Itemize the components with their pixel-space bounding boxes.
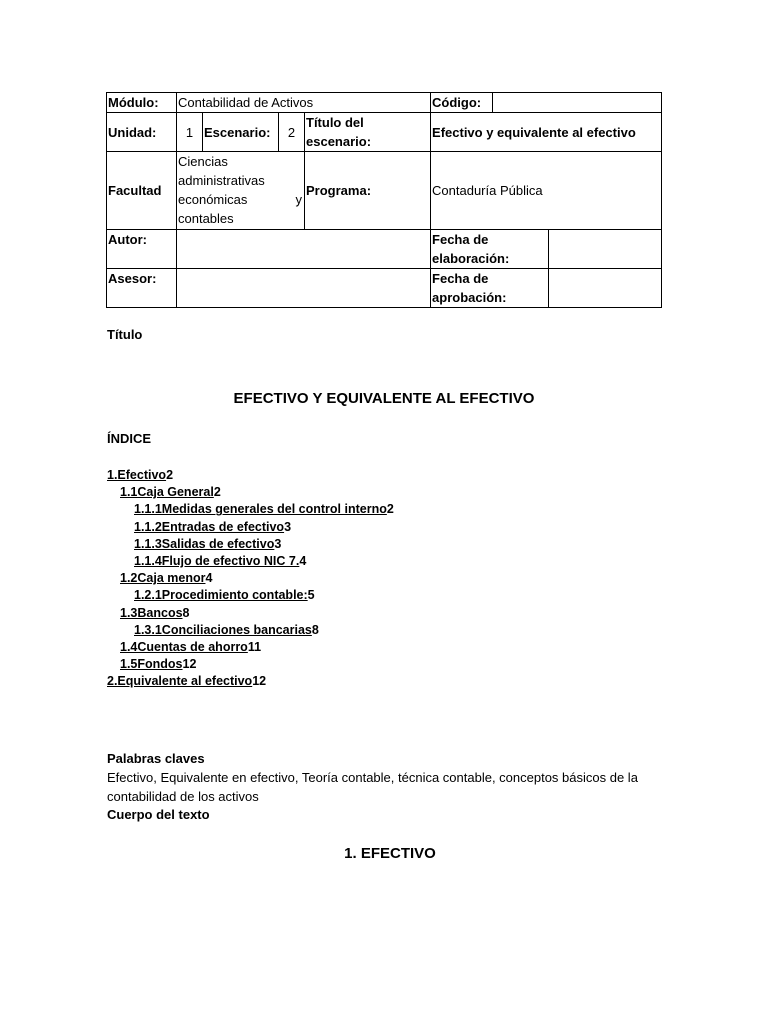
fecha-aprobacion-value <box>549 269 662 308</box>
toc-entry-link[interactable]: 1.Efectivo <box>107 468 167 482</box>
document-title: EFECTIVO Y EQUIVALENTE AL EFECTIVO <box>233 390 535 407</box>
fecha-aprobacion-label: Fecha de aprobación: <box>431 269 549 308</box>
titulo-escenario-label: Título del escenario: <box>305 113 431 152</box>
facultad-value-text: Ciencias administrativas económicas <box>178 154 265 207</box>
toc-entry-link[interactable]: 1.2.1Procedimiento contable: <box>134 588 308 603</box>
keywords-section <box>107 749 667 806</box>
toc-entry[interactable] <box>107 673 667 690</box>
toc-entry-link[interactable]: 1.1.1Medidas generales del control interno <box>134 502 387 517</box>
facultad-label: Facultad <box>107 152 177 230</box>
modulo-value: Contabilidad de Activos <box>177 93 431 113</box>
section-heading: 1. EFECTIVO <box>344 845 436 862</box>
toc-entry-page: 11 <box>247 640 262 655</box>
toc-entry[interactable] <box>107 605 667 622</box>
toc-entry[interactable] <box>107 553 667 570</box>
toc-entry[interactable] <box>107 536 667 553</box>
toc-entry[interactable] <box>107 622 667 639</box>
fecha-elaboracion-value <box>549 230 662 269</box>
codigo-value <box>493 93 662 113</box>
toc-entry-page: 12 <box>182 657 197 672</box>
toc-entry-link[interactable]: 1.4Cuentas de ahorro <box>120 640 248 655</box>
toc-entry-page: 12 <box>252 674 267 689</box>
toc-entry[interactable] <box>107 501 667 518</box>
toc-entry-page: 8 <box>311 622 319 637</box>
toc-entry[interactable] <box>107 656 667 673</box>
toc-entry-link[interactable]: 2.Equivalente al efectivo <box>107 674 253 689</box>
toc-entry-link[interactable]: 1.3Bancos <box>120 605 183 620</box>
toc-entry-link[interactable]: 1.1.2Entradas de efectivo <box>134 519 285 534</box>
header-info-table <box>106 92 662 308</box>
codigo-label: Código: <box>431 93 493 113</box>
table-of-contents <box>107 467 667 691</box>
toc-entry-link[interactable]: 1.1.3Salidas de efectivo <box>134 536 275 551</box>
toc-entry-page: 2 <box>213 485 221 500</box>
titulo-escenario-value: Efectivo y equivalente al efectivo <box>431 113 662 152</box>
autor-label: Autor: <box>107 230 177 269</box>
unidad-value: 1 <box>177 113 203 152</box>
toc-entry-link[interactable]: 1.2Caja menor <box>120 571 206 586</box>
toc-entry-link[interactable]: 1.1.4Flujo de efectivo NIC 7. <box>134 554 300 569</box>
toc-entry-page: 4 <box>205 571 213 586</box>
toc-entry-page: 4 <box>299 554 307 569</box>
cuerpo-label: Cuerpo del texto <box>107 807 210 822</box>
toc-entry[interactable] <box>107 570 667 587</box>
toc-entry[interactable] <box>107 519 667 536</box>
escenario-value: 2 <box>279 113 305 152</box>
escenario-label: Escenario: <box>203 113 279 152</box>
unidad-label: Unidad: <box>107 113 177 152</box>
palabras-claves-label: Palabras claves <box>107 751 205 766</box>
indice-label: ÍNDICE <box>107 431 152 446</box>
toc-entry-page: 2 <box>386 502 394 517</box>
facultad-value <box>177 152 305 230</box>
toc-entry[interactable] <box>107 587 667 604</box>
toc-entry-link[interactable]: 1.5Fondos <box>120 657 183 672</box>
modulo-label: Módulo: <box>107 93 177 113</box>
toc-entry-link[interactable]: 1.1Caja General <box>120 485 214 500</box>
toc-entry[interactable] <box>107 639 667 656</box>
toc-entry[interactable] <box>107 484 667 501</box>
titulo-label: Título <box>107 327 143 342</box>
facultad-value-connector: y <box>295 192 302 207</box>
programa-value: Contaduría Pública <box>431 152 662 230</box>
toc-entry[interactable] <box>107 467 667 484</box>
toc-entry-link[interactable]: 1.3.1Conciliaciones bancarias <box>134 622 312 637</box>
asesor-value <box>177 269 431 308</box>
toc-entry-page: 3 <box>284 519 292 534</box>
toc-entry-page: 5 <box>307 588 315 603</box>
toc-entry-page: 2 <box>166 468 174 482</box>
palabras-claves-text: Efectivo, Equivalente en efectivo, Teoría contable, técnica contable, conceptos básicos de la contabilidad de los activos <box>107 770 638 804</box>
facultad-value-end: contables <box>178 211 234 226</box>
programa-label: Programa: <box>305 152 431 230</box>
autor-value <box>177 230 431 269</box>
fecha-elaboracion-label: Fecha de elaboración: <box>431 230 549 269</box>
toc-entry-page: 8 <box>182 605 190 620</box>
toc-entry-page: 3 <box>274 536 282 551</box>
asesor-label: Asesor: <box>107 269 177 308</box>
